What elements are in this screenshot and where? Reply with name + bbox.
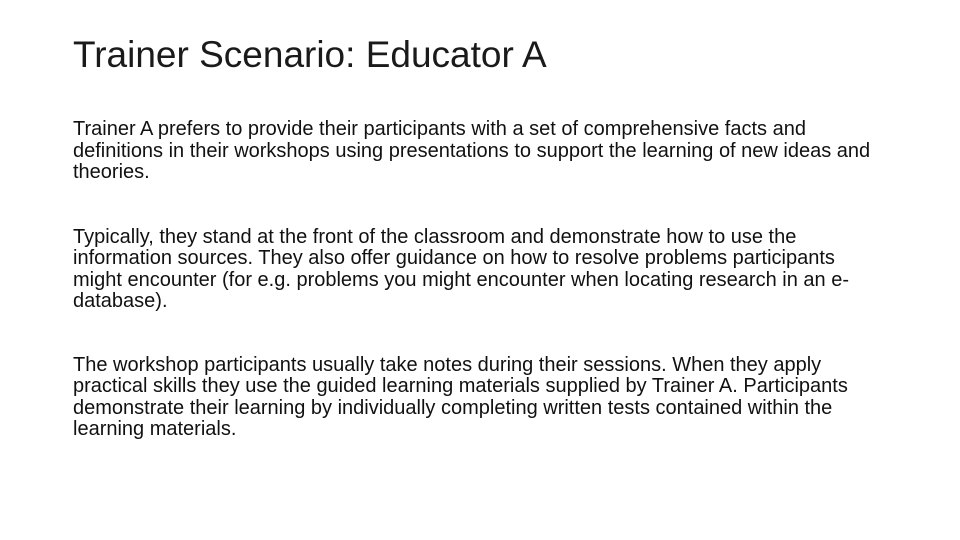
paragraph-participant-learning: The workshop participants usually take notes during their sessions. When they apply practical skills they use the guided learning materials supplied by Trainer A. Participants demonstrate their learning by individually completing written tests contained within the learning materials. [73, 353, 848, 440]
paragraph-trainer-preferences: Trainer A prefers to provide their participants with a set of comprehensive facts and definitions in their workshops using presentations to support the learning of new ideas and theories. [73, 118, 871, 183]
paragraph-teaching-method: Typically, they stand at the front of the classroom and demonstrate how to use the information sources. They also offer guidance on how to resolve problems participants might encounter (for e.g. problems you might encounter when locating research in an e-database). [73, 225, 849, 312]
slide-body [73, 119, 883, 441]
slide-title: Trainer Scenario: Educator A [73, 34, 547, 75]
